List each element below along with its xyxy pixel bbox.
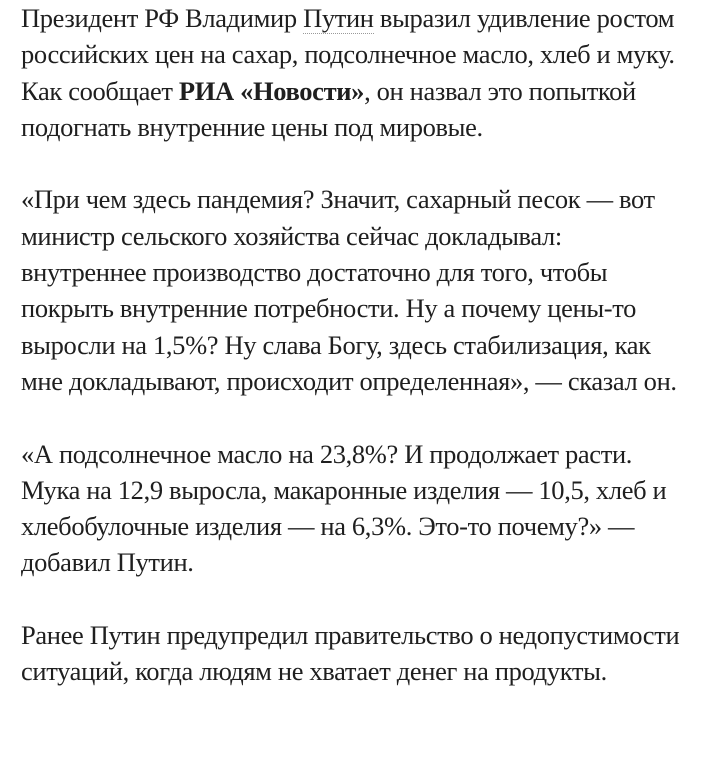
intro-text-start: Президент РФ Владимир — [21, 3, 304, 33]
paragraph-intro — [21, 0, 693, 145]
paragraph-conclusion: Ранее Путин предупредил правительство о недопустимости ситуаций, когда людям не хватает денег на продукты. — [21, 620, 680, 687]
person-link-putin[interactable]: Путин — [303, 3, 374, 33]
intro-text-middle: выразил удивление ростом российских цен на сахар, подсолнечное масло, хлеб и муку. Как сообщает — [21, 3, 675, 106]
paragraph-quote-sugar: «При чем здесь пандемия? Значит, сахарный песок — вот министр сельского хозяйства сейчас докладывал: внутреннее производство достаточно для того, чтобы покрыть внутренние потребности. Ну а почему цены-то выросли на 1,5%? Ну слава Богу, здесь стабилизация, как мне докладывают, происходит определенная», — сказал он. — [21, 184, 677, 396]
intro-text-end: , он назвал это попыткой подогнать внутренние цены под мировые. — [21, 75, 636, 142]
paragraph-quote-oil: «А подсолнечное масло на 23,8%? И продолжает расти. Мука на 12,9 выросла, макаронные изделия — 10,5, хлеб и хлебобулочные изделия — на 6,3%. Это-то почему?» — добавил Путин. — [21, 438, 667, 578]
article-body — [21, 0, 693, 726]
source-name: РИА «Новости» — [178, 75, 365, 106]
